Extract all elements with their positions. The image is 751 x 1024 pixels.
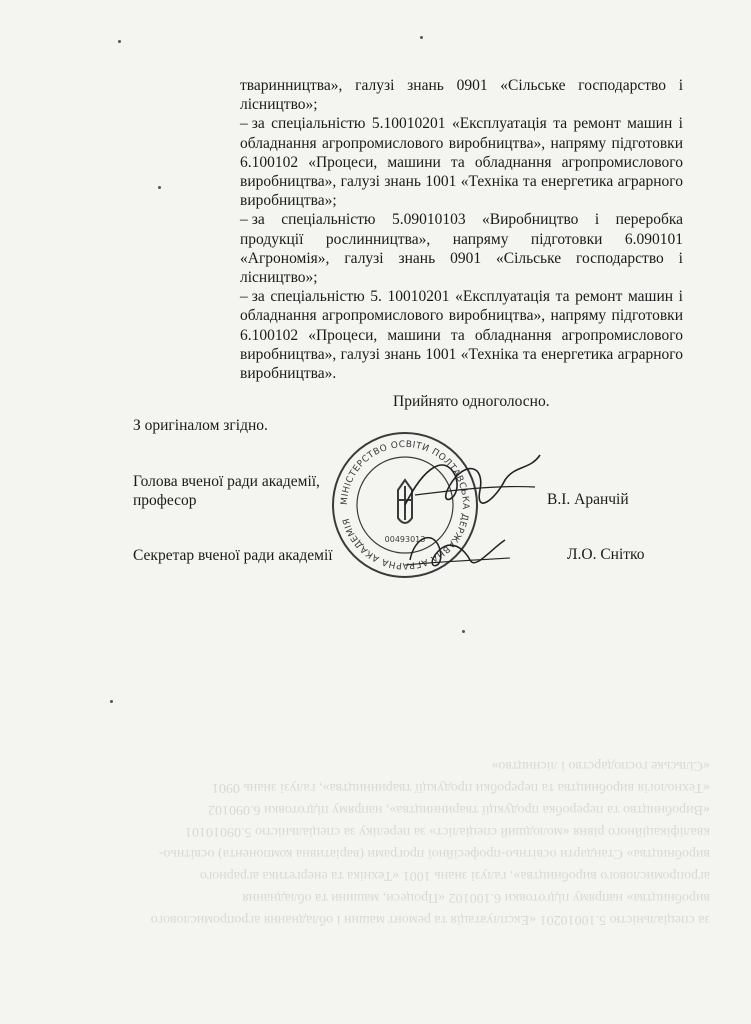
list-item: – за спеціальністю 5.09010103 «Виробництво і переробка продукції рослинництва», напряму підготовки 6.090101 «Агрономія», галузі знань 0901 «Сільське господарство і лісництво»; (240, 211, 683, 287)
seal-code: 00493013 (384, 535, 426, 544)
resolution-text (240, 76, 683, 383)
secretary-name: Л.О. Снітко (567, 546, 645, 563)
seal-ring-text: МІНІСТЕРСТВО ОСВІТИ ПОЛТАВСЬКА ДЕРЖАВНА АГРАРНА АКАДЕМІЯ (339, 439, 471, 571)
scan-speck (462, 630, 465, 633)
scan-speck (118, 40, 121, 43)
scan-speck (110, 700, 113, 703)
reverse-side-bleed-through: за спеціальністю 5.10010201 «Експлуатація та ремонт машин і обладнання агропромислового виробництва» напряму підготовки 6.100102 «Процеси, машини та обладнання агропромислового виробництва», галузі знань 1001 «Техніка та енергетика аграрного виробництва» Стандарти освітньо-професійної програми (варіативна компонента) освітньо-кваліфікаційного рівня «молодший спеціаліст» за переліку за спеціальністю 5.09010101 «Виробництво та переробка продукції тваринництва», напряму підготовки 6.090102 «Технологія виробництва та переробки продукції тваринництва», галузі знань 0901 «Сільське господарство і лісництво» (147, 758, 710, 927)
certified-note: З оригіналом згідно. (133, 417, 268, 434)
secretary-signature (395, 520, 515, 580)
list-item: – за спеціальністю 5.10010201 «Експлуатація та ремонт машин і обладнання агропромислового виробництва», напряму підготовки 6.100102 «Процеси, машини та обладнання агропромислового виробництва», галузі знань 1001 «Техніка та енергетика аграрного виробництва»; (240, 115, 683, 210)
head-name: В.І. Аранчій (547, 491, 629, 508)
continuation-paragraph: тваринництва», галузі знань 0901 «Сільське господарство і лісництво»; (240, 77, 683, 114)
scan-speck (158, 186, 161, 189)
approved-note: Прийнято одноголосно. (393, 393, 550, 410)
scan-speck (420, 36, 423, 39)
secretary-title: Секретар вченої ради академії (133, 547, 333, 564)
head-title: Голова вченої ради академії, професор (133, 473, 320, 509)
list-item: – за спеціальністю 5. 10010201 «Експлуатація та ремонт машин і обладнання агропромислового виробництва», напряму підготовки 6.100102 «Процеси, машини та обладнання агропромислового виробництва», галузі знань 1001 «Техніка та енергетика аграрного виробництва». (240, 288, 683, 383)
head-signature (395, 445, 545, 525)
